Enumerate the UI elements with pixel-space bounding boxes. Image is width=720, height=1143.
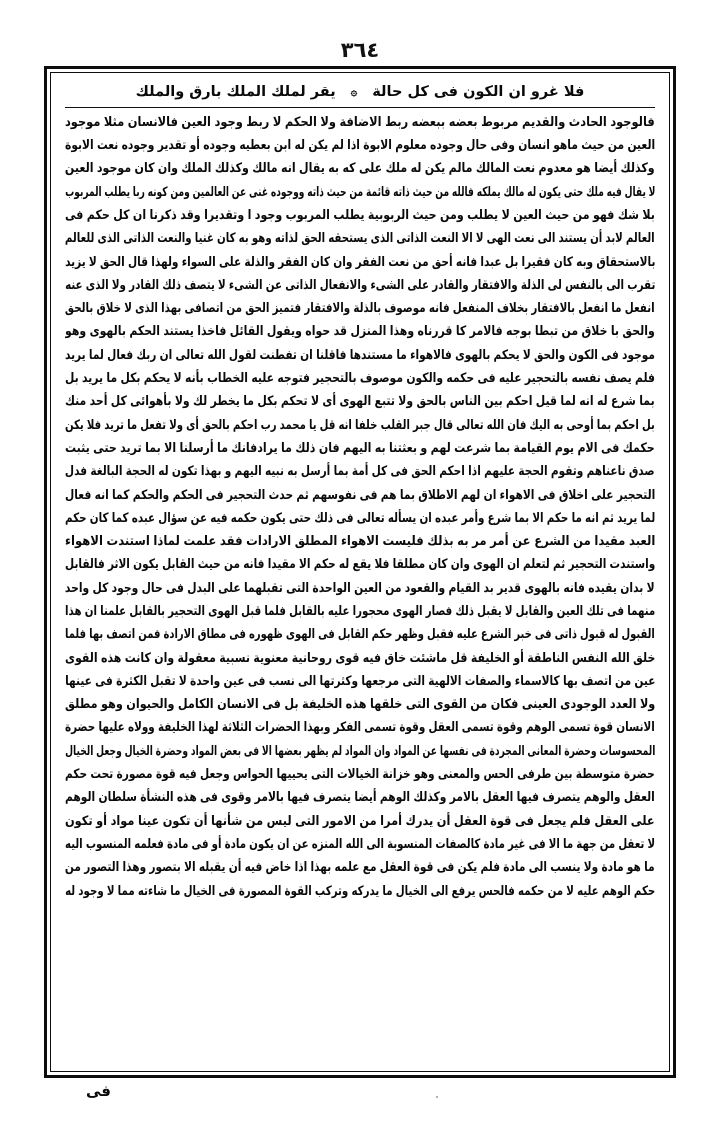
body-line-text: انفعل ما انفعل بالافتقار بخلاف المنفعل فانه موصوف بالذلة والافتقار فتميز الحق من اتصافى بهذا الذى لا خلاق بالحق <box>65 301 655 317</box>
body-line-text: لما يريد ثم انه ما حكم الا بما شرع وأمر عبده ان يسأله تعالى فى ذلك حتى يكون حكمه فيه عن سؤال عبده كما كان حكم <box>65 510 655 526</box>
body-line-text: الانسان قوة تسمى الوهم وقوة تسمى العقل وقوة تسمى الفكر وبهذا الحضرات الثلاثة لهذا الخليفة وولاه عليها حضرة <box>65 720 655 736</box>
body-line-text: فلم يصف نفسه بالتحجير عليه فى حكمه والكون موصوف بالتحجير فتوجه عليه الخطاب بأنه لا يحكم بكل ما يريد بل <box>65 371 655 387</box>
body-line <box>65 274 655 297</box>
body-line <box>65 553 655 576</box>
body-line <box>65 833 655 856</box>
body-line <box>65 320 655 343</box>
catchword: فى <box>86 1082 111 1100</box>
body-line <box>65 297 655 320</box>
body-line-text: القبول له قبول ذاتى فى خبر الشرع عليه فقبل وظهر حكم القابل فى الهوى ظهوره فى مطاق الارادة فمن اتصف بها فلما <box>65 627 655 643</box>
body-line <box>65 880 655 903</box>
body-line-text: العبد مقيدا من الشرع عن أمر مر به بذلك فليست الاهواء المطلق الارادات فقد علمت لماذا استندت الاهواء <box>65 534 655 550</box>
body-text-block <box>65 111 655 903</box>
body-line-text: خلق الله النفس الناطقة أو الخليفة قل ماشئت خاق فيه قوى روحانية معنوية نسبية معقولة وان كانت هذه القوى <box>65 650 655 666</box>
body-line <box>65 344 655 367</box>
body-line-text: التحجير على اخلاق فى الاهواء ان لهم الاطلاق بما هم فى نفوسهم ثم حدث التحجير فى الحكم والحكم كما انه فعال <box>65 487 655 503</box>
body-line-text: عين من اتصف بها كالاسماء والصفات الالهية التى مرجعها وكثرتها الى نسب فى عين واحدة لا تقبل الكثرة فى عينها <box>65 673 655 689</box>
body-line-text: لا تعقل من جهة ما الا فى غير مادة كالصفات المنسوبة الى الله المنزه عن ان يكون مادة أو فى مادة فعلمه المنسوب اليه <box>65 836 655 852</box>
body-line-text: حكمك فى الام يوم القيامة بما شرعت لهم و بعثتنا به اليهم فان ذلك ما يرادفانك ما أرسلنا الا بما تريد حتى يثبت <box>65 440 655 456</box>
body-line <box>65 251 655 274</box>
body-line <box>65 623 655 646</box>
body-line <box>65 786 655 809</box>
header-couplet <box>65 78 655 106</box>
body-line <box>65 111 655 134</box>
body-line-text: موجود فى الكون والحق لا يحكم بالهوى فالاهواء ما مستندها فاقلنا ان تفطنت لقول الله تعالى ان ربك فعال لما يريد <box>65 347 655 363</box>
body-line <box>65 530 655 553</box>
body-line-text: ولا العدد الوجودى العينى فكان من القوى التى خلقها هذه الخليفة بل فى الانسان الكامل والحيوان وهو مطلق <box>65 697 655 713</box>
body-line-text: بلا شك فهو من حيث العين لا يطلب ومن حيث الربوبية يطلب المربوب وجود ا وتقديرا وقد ذكرنا ان كل حكم فى <box>65 207 655 223</box>
body-line <box>65 856 655 879</box>
body-line-text: العين من حيث ماهو انسان وفى حال وجوده معلوم الابوة اذا لم يكن له ابن بعطيه وجوده أو تقدير وجوده نعت الابوة <box>65 138 655 154</box>
body-line-text: على العقل فلم يجعل فى قوة العقل أن يدرك أمرا من الامور التى ليس من شأنها أن تكون عينا مواد أو تكون <box>65 813 655 829</box>
header-hemistich-right: فلا غرو ان الكون فى كل حالة <box>372 84 585 100</box>
body-line <box>65 157 655 180</box>
body-line <box>65 716 655 739</box>
star-separator-icon: ۞ <box>350 84 358 98</box>
body-line <box>65 600 655 623</box>
body-line <box>65 414 655 437</box>
body-line-text: بالاستحقاق وبه كان فقيرا بل عبدا فانه أحق من نعت الفقر وان كان الفقر والذلة على السواء ولهذا قال الحق لا يزيد <box>65 254 655 270</box>
body-line <box>65 507 655 530</box>
body-line <box>65 460 655 483</box>
body-line-text: فالوجود الحادث والقديم مربوط بعضه ببعضه ربط الاضافة ولا الحكم لا ربط وجود العين فالانسان مثلا موجود <box>65 114 655 130</box>
body-line <box>65 367 655 390</box>
page-number: ٣٦٤ <box>340 38 380 62</box>
body-line-text: حكم الوهم عليه لا من حكمه فالحس يرفع الى الخيال ما يدركه وتركب القوة المصورة فى الخيال ما شاءته مما لا وجود له <box>65 883 655 899</box>
page-content <box>53 74 667 1070</box>
scan-speck <box>436 1096 438 1098</box>
body-line <box>65 670 655 693</box>
header-divider-rule <box>65 107 655 108</box>
page-border-frame <box>44 66 676 1078</box>
body-line <box>65 693 655 716</box>
body-line-text: تقرب الى بالنفس لى الذلة والافتقار والقادر على الشىء والانفعال الذاتى عن الشىء لا يتصف ذلك القادر ولا الذى عنه <box>65 277 655 293</box>
body-line <box>65 390 655 413</box>
body-line-text: صدق ناعناهم وتقوم الحجة عليهم اذا احكم الحق فى كل أمة بما أرسل به نبيه اليهم و بهذا تكون له الحجة البالغة فدل <box>65 464 655 480</box>
body-line <box>65 484 655 507</box>
body-line-text: بما شرع له انه لما قيل احكم بين الناس بالحق ولا تتبع الهوى أى لا تحكم بكل ما يخطر لك ولا بأهوائى كل أحد منك <box>65 394 655 410</box>
body-line <box>65 577 655 600</box>
body-line-text: واستندت التحجير ثم لتعلم ان الهوى وان كان مطلقا فلا يقع له حكم الا مقيدا فانه من حيث القابل يكون الاثر فالقابل <box>65 557 655 573</box>
body-line-text: منهما فى تلك العين والقابل لا يقبل ذلك فصار الهوى محجورا عليه بالقابل فلما قبل الهوى التحجير بالقابل علمنا ان هذا <box>65 603 655 619</box>
body-line-text: المحسوسات وحضرة المعانى المجردة فى نفسها عن المواد وان المواد لم يظهر بعضها الا فى بعض المواد وحضرة الخيال وجعل الخيال <box>65 743 655 759</box>
body-line <box>65 437 655 460</box>
body-line-text: العقل والوهم يتصرف فيها العقل بالامر وكذلك الوهم أيضا يتصرف فيها بالامر وقوى فى هذه النشأة سلطان الوهم <box>65 790 655 806</box>
body-line <box>65 763 655 786</box>
body-line <box>65 227 655 250</box>
body-line-text: لا بدان يقيده فانه بالهوى قدير بد القيام والقعود من العين الواحدة التى تقبلهما على البدل فى حال وجود كل واحد <box>65 580 655 596</box>
body-line-text: العالم لابد أن يستند الى نعت الهى لا الا النعت الذاتى الذى يستحقه الحق لذاته وهو به كان غنيا والنعت الذاتى الذى للعالم <box>65 231 655 247</box>
header-hemistich-left: يقر لملك الملك بارق والملك <box>135 84 336 100</box>
body-line-text: حضرة متوسطة بين طرفى الحس والمعنى وهو خزانة الخيالات التى يحييها الحواس وجعل فيه قوة مصورة تحت حكم <box>65 767 655 783</box>
body-line <box>65 810 655 833</box>
body-line <box>65 134 655 157</box>
body-line-text: وكذلك أيضا هو معدوم نعت المالك مالم يكن له ملك على كه به يقال انه مالك وكذلك الملك وان كان موجود العين <box>65 161 655 177</box>
body-line <box>65 204 655 227</box>
body-line-text: ما هو مادة ولا ينسب الى مادة فلم يكن فى قوة العقل مع علمه بهذا اذا خاض فيه أن يقبله الا بتصور وهذا التصور من <box>65 860 655 876</box>
body-line-text: والحق با خلاق من تبطا بوجه فالامر كا قررناه وهذا المنزل قد حواه ويقول القائل فاخذا يستند الحكم بالهوى وهو <box>65 324 655 340</box>
body-line <box>65 647 655 670</box>
body-line <box>65 181 655 204</box>
body-line <box>65 740 655 763</box>
body-line-text: بل احكم بما أوحى به اليك فان الله تعالى قال جبر القلب خلفا انه قل يا محمد رب احكم بالحق أى ولا تفعل ما تريد فلا يكن <box>65 417 655 433</box>
body-line-text: لا يقال فيه ملك حتى يكون له مالك يملكه فالله من حيث ذاته قائمة من حيث ذاته ووجوده غنى عن العالمين ومن كونه ربا يطلب المربوب <box>65 184 655 200</box>
